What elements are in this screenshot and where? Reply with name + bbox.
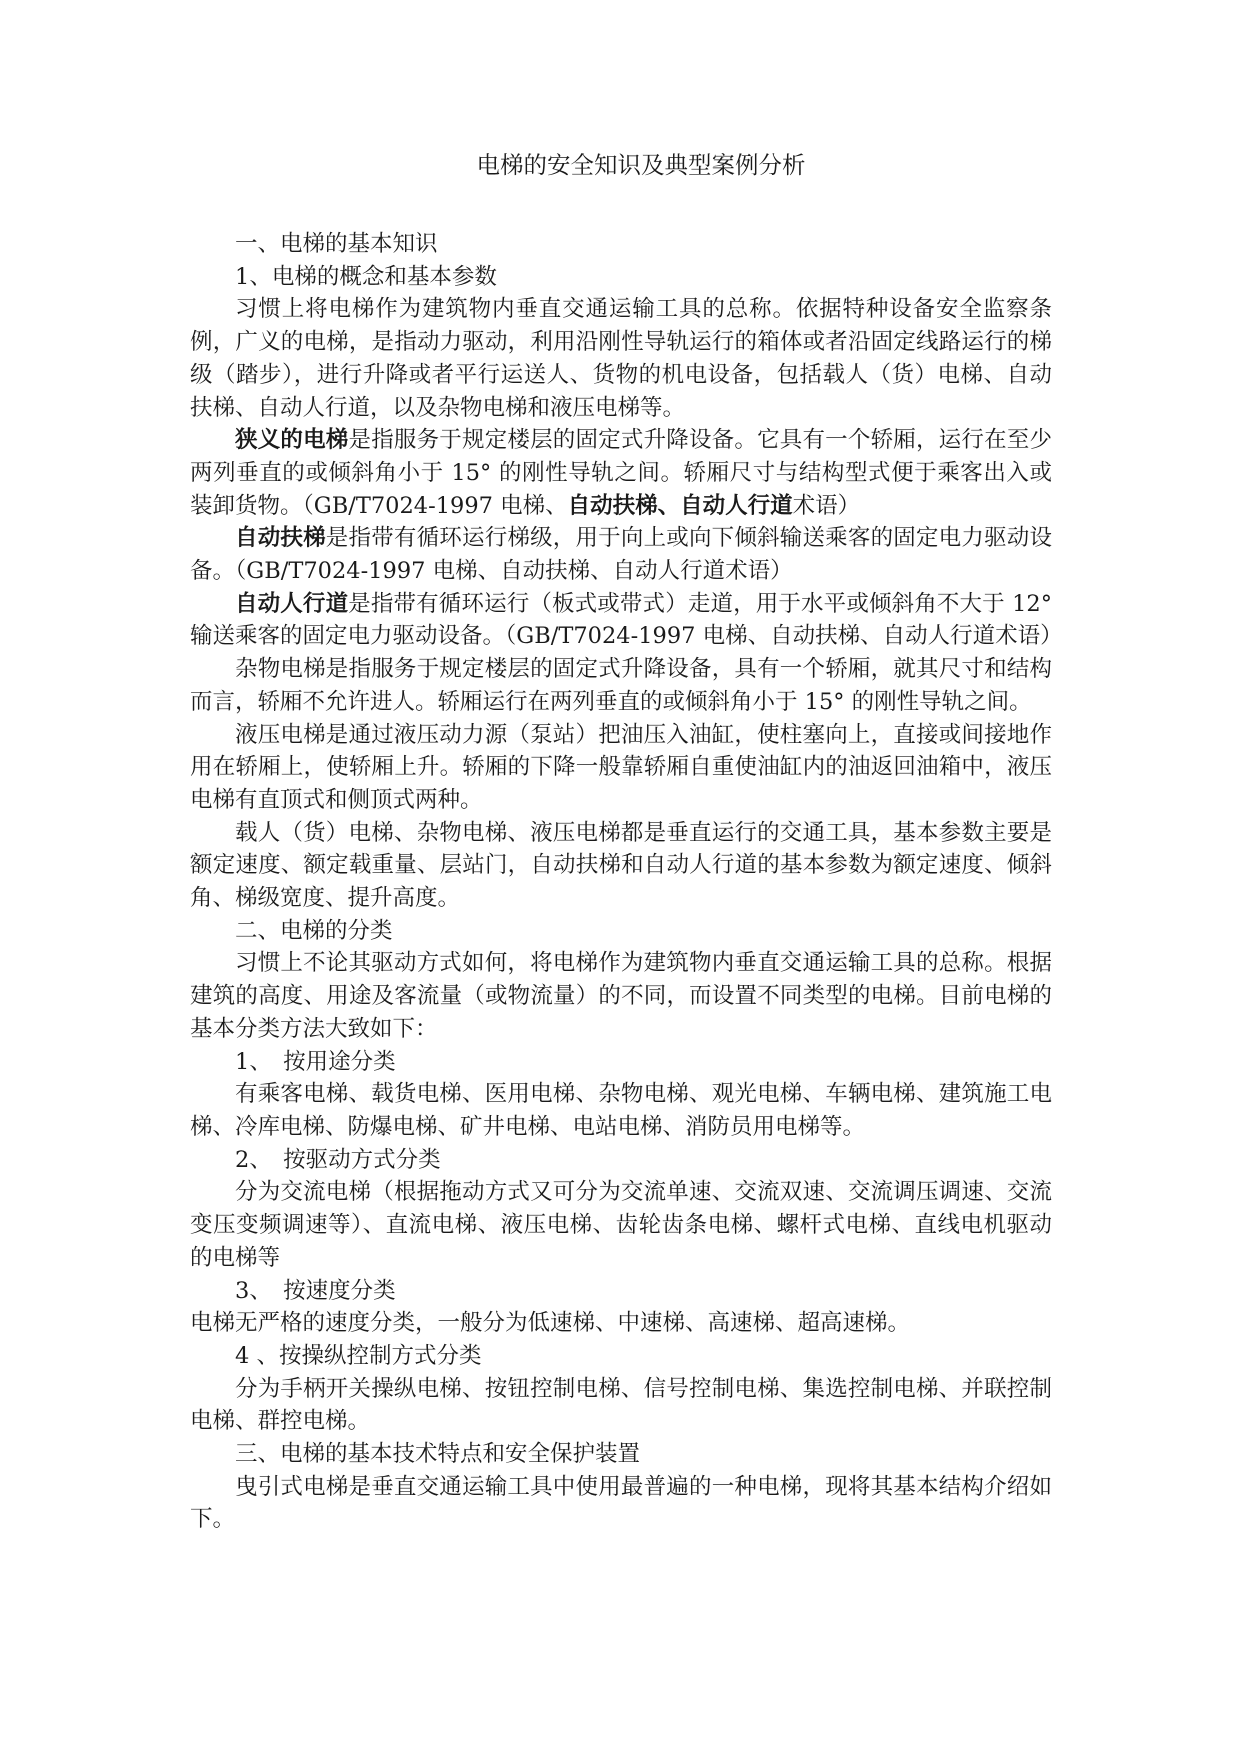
paragraph-by-drive: 分为交流电梯（根据拖动方式又可分为交流单速、交流双速、交流调压调速、交流变压变频调速等）、直流电梯、液压电梯、齿轮齿条电梯、螺杆式电梯、直线电机驱动的电梯等 xyxy=(190,1179,1052,1271)
paragraph-elevator-definition: 习惯上将电梯作为建筑物内垂直交通运输工具的总称。依据特种设备安全监察条例，广义的电梯，是指动力驱动，利用沿刚性导轨运行的箱体或者沿固定线路运行的梯级（踏步），进行升降或者平行运送人、货物的机电设备，包括载人（货）电梯、自动扶梯、自动人行道，以及杂物电梯和液压电梯等。 xyxy=(190,296,1052,421)
paragraph-hydraulic-elevator: 液压电梯是通过液压动力源（泵站）把油压入油缸，使柱塞向上，直接或间接地作用在轿厢上，使轿厢上升。轿厢的下降一般靠轿厢自重使油缸内的油返回油箱中，液压电梯有直顶式和侧顶式两种。 xyxy=(190,721,1052,813)
list-heading-by-use: 1、 按用途分类 xyxy=(235,1048,396,1075)
term-escalator: 自动扶梯 xyxy=(235,525,326,552)
paragraph-basic-parameters: 载人（货）电梯、杂物电梯、液压电梯都是垂直运行的交通工具，基本参数主要是额定速度、额定载重量、层站门，自动扶梯和自动人行道的基本参数为额定速度、倾斜角、梯级宽度、提升高度。 xyxy=(190,819,1052,912)
paragraph-dumbwaiter: 杂物电梯是指服务于规定楼层的固定式升降设备，具有一个轿厢，就其尺寸和结构而言，轿厢不允许进人。轿厢运行在两列垂直的或倾斜角小于 15° 的刚性导轨之间。 xyxy=(190,656,1052,715)
document-page xyxy=(190,140,1063,1536)
paragraph-moving-walk: 自动人行道是指带有循环运行（板式或带式）走道，用于水平或倾斜角不大于 12° 输送乘客的固定电力驱动设备。（GB/T7024-1997 电梯、自动扶梯、自动人行道术语） xyxy=(190,590,1063,650)
list-heading-by-speed: 3、 按速度分类 xyxy=(235,1277,396,1304)
paragraph-by-use: 有乘客电梯、载货电梯、医用电梯、杂物电梯、观光电梯、车辆电梯、建筑施工电梯、冷库电梯、防爆电梯、矿井电梯、电站电梯、消防员用电梯等。 xyxy=(190,1081,1052,1140)
list-heading-by-drive: 2、 按驱动方式分类 xyxy=(235,1146,441,1173)
paragraph-traction-elevator: 曳引式电梯是垂直交通运输工具中使用最普遍的一种电梯，现将其基本结构介绍如下。 xyxy=(190,1473,1052,1533)
term-narrow-elevator: 狭义的电梯 xyxy=(235,427,349,454)
section-heading-2: 二、电梯的分类 xyxy=(235,917,393,944)
paragraph-by-control: 分为手柄开关操纵电梯、按钮控制电梯、信号控制电梯、集选控制电梯、并联控制电梯、群控电梯。 xyxy=(190,1375,1052,1435)
list-heading-by-control: 4 、按操纵控制方式分类 xyxy=(235,1342,482,1369)
section-heading-3: 三、电梯的基本技术特点和安全保护装置 xyxy=(235,1441,641,1468)
document-title: 电梯的安全知识及典型案例分析 xyxy=(476,151,806,179)
term-moving-walk: 自动人行道 xyxy=(235,590,349,617)
paragraph-escalator: 自动扶梯是指带有循环运行梯级，用于向上或向下倾斜输送乘客的固定电力驱动设备。（GB/T7024-1997 电梯、自动扶梯、自动人行道术语） xyxy=(190,525,1052,585)
subsection-heading-1-1: 1、电梯的概念和基本参数 xyxy=(235,263,497,290)
paragraph-narrow-elevator: 狭义的电梯是指服务于规定楼层的固定式升降设备。它具有一个轿厢，运行在至少两列垂直的或倾斜角小于 15° 的刚性导轨之间。轿厢尺寸与结构型式便于乘客出入或装卸货物。（GB/T7024-1997 电梯、自动扶梯、自动人行道术语） xyxy=(190,427,1052,519)
paragraph-by-speed: 电梯无严格的速度分类，一般分为低速梯、中速梯、高速梯、超高速梯。 xyxy=(190,1310,911,1337)
section-heading-1: 一、电梯的基本知识 xyxy=(235,231,438,257)
paragraph-classification-intro: 习惯上不论其驱动方式如何，将电梯作为建筑物内垂直交通运输工具的总称。根据建筑的高度、用途及客流量（或物流量）的不同，而设置不同类型的电梯。目前电梯的基本分类方法大致如下： xyxy=(190,950,1052,1042)
